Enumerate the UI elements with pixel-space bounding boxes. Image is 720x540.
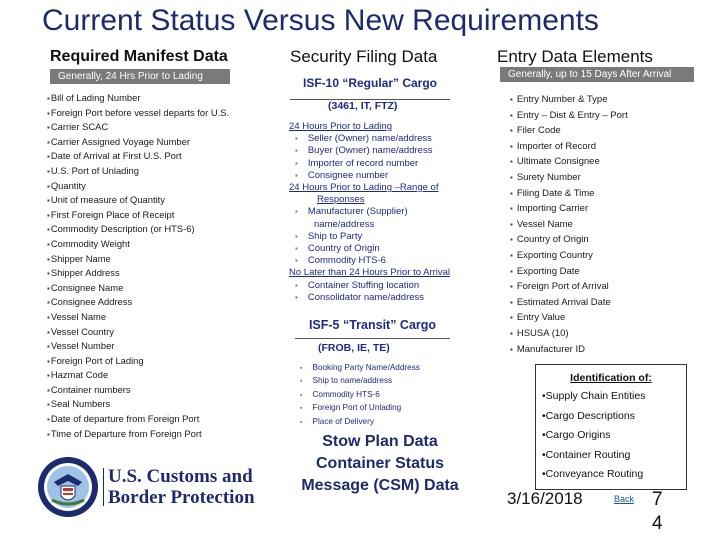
slide-number-line-2: 4 — [652, 513, 663, 534]
entry-item: ▪ Country of Origin — [510, 232, 628, 248]
entry-item: ▪ Filer Code — [510, 123, 628, 139]
stow-plan-block — [289, 431, 471, 497]
isf10-item: ▪ Country of Origin — [289, 243, 450, 255]
entry-item: ▪ HSUSA (10) — [510, 326, 628, 342]
manifest-item: ▪ Vessel Name — [47, 310, 229, 325]
identification-box — [535, 364, 687, 490]
manifest-item: ▪ Consignee Name — [47, 281, 229, 296]
identification-title: Identification of: — [570, 372, 652, 384]
isf5-item: ▪ Foreign Port of Unlading — [290, 402, 420, 415]
entry-heading: Entry Data Elements — [497, 47, 653, 66]
manifest-item: ▪ Carrier Assigned Voyage Number — [47, 135, 229, 150]
isf10-item: 24 Hours Prior to Lading –Range of — [289, 182, 439, 194]
entry-item: ▪ Foreign Port of Arrival — [510, 279, 628, 295]
page-title: Current Status Versus New Requirements — [42, 4, 599, 37]
entry-item: ▪ Vessel Name — [510, 217, 628, 233]
isf10-title-box — [290, 73, 450, 100]
isf10-item: ▪ Importer of record number — [289, 158, 450, 170]
manifest-item: ▪ Carrier SCAC — [47, 120, 229, 135]
manifest-item: ▪ Hazmat Code — [47, 368, 229, 383]
isf5-item: ▪ Commodity HTS-6 — [290, 389, 420, 402]
isf10-item: ▪ Manufacturer (Supplier) — [289, 206, 450, 218]
entry-item: ▪ Entry Value — [510, 310, 628, 326]
slide-number-line-1: 7 — [652, 489, 663, 510]
manifest-item: ▪ Commodity Weight — [47, 237, 229, 252]
dhs-seal — [37, 456, 99, 518]
back-link[interactable]: Back — [614, 494, 635, 504]
isf5-item: ▪ Booking Party Name/Address — [290, 362, 420, 375]
security-heading: Security Filing Data — [290, 47, 438, 66]
isf10-title: ISF-10 “Regular” Cargo — [302, 76, 438, 90]
manifest-item: ▪ Shipper Name — [47, 252, 229, 267]
isf10-item: No Later than 24 Hours Prior to Arrival — [289, 267, 451, 279]
manifest-item: ▪ Foreign Port of Lading — [47, 354, 229, 369]
isf10-item: ▪ Seller (Owner) name/address — [289, 133, 450, 145]
entry-item: ▪ Manufacturer ID — [510, 342, 628, 358]
entry-item: ▪ Surety Number — [510, 170, 628, 186]
logo-line-1: U.S. Customs and — [108, 466, 253, 487]
manifest-item: ▪ Vessel Country — [47, 325, 229, 340]
entry-item: ▪ Entry – Dist & Entry – Port — [510, 108, 628, 124]
entry-item: ▪ Entry Number & Type — [510, 92, 628, 108]
isf10-item: ▪ Consolidator name/address — [289, 292, 450, 304]
identification-item: •Conveyance Routing — [542, 468, 644, 480]
isf10-item: ▪ Ship to Party — [289, 231, 450, 243]
entry-item: ▪ Filing Date & Time — [510, 186, 628, 202]
cbp-logo-text — [108, 466, 255, 508]
isf10-sub: (3461, IT, FTZ) — [328, 100, 398, 112]
entry-item: ▪ Importer of Record — [510, 139, 628, 155]
isf5-title-box — [295, 315, 450, 339]
isf5-item: ▪ Ship to name/address — [290, 375, 420, 388]
entry-item: ▪ Ultimate Consignee — [510, 154, 628, 170]
entry-item: ▪ Exporting Date — [510, 264, 628, 280]
manifest-item: ▪ Consignee Address — [47, 295, 229, 310]
manifest-item: ▪ Vessel Number — [47, 339, 229, 354]
stow-line: Container Status — [315, 455, 444, 472]
isf10-item: ▪ Buyer (Owner) name/address — [289, 145, 450, 157]
manifest-item: ▪ Seal Numbers — [47, 397, 229, 412]
entry-list — [510, 92, 628, 357]
entry-item: ▪ Estimated Arrival Date — [510, 295, 628, 311]
isf5-list — [290, 362, 420, 429]
logo-divider — [103, 468, 104, 506]
manifest-item: ▪ Foreign Port before vessel departs for U.S. — [47, 106, 229, 121]
manifest-item: ▪ Shipper Address — [47, 266, 229, 281]
slide-date: 3/16/2018 — [507, 489, 583, 508]
isf5-title: ISF-5 “Transit” Cargo — [308, 318, 437, 332]
logo-line-2: Border Protection — [108, 487, 255, 508]
manifest-item: ▪ Date of departure from Foreign Port — [47, 412, 229, 427]
manifest-item: ▪ Unit of measure of Quantity — [47, 193, 229, 208]
identification-list — [542, 387, 680, 485]
manifest-item: ▪ Time of Departure from Foreign Port — [47, 427, 229, 442]
manifest-item: ▪ First Foreign Place of Receipt — [47, 208, 229, 223]
manifest-heading: Required Manifest Data — [50, 48, 228, 65]
manifest-item: ▪ U.S. Port of Unlading — [47, 164, 229, 179]
isf5-sub: (FROB, IE, TE) — [318, 342, 390, 354]
isf10-item: ▪ Consignee number — [289, 170, 450, 182]
isf10-item: ▪ Commodity HTS-6 — [289, 255, 450, 267]
identification-item: •Cargo Origins — [542, 429, 611, 441]
manifest-item: ▪ Commodity Description (or HTS-6) — [47, 222, 229, 237]
isf10-item: 24 Hours Prior to Lading — [289, 121, 392, 132]
identification-item: •Container Routing — [542, 448, 631, 461]
entry-item: ▪ Exporting Country — [510, 248, 628, 264]
isf10-item: Responses — [317, 194, 365, 206]
manifest-list — [47, 91, 229, 441]
isf10-item: name/address — [314, 218, 375, 230]
identification-item: •Supply Chain Entities — [542, 390, 646, 402]
identification-item: •Cargo Descriptions — [542, 409, 635, 422]
entry-item: ▪ Importing Carrier — [510, 201, 628, 217]
manifest-item: ▪ Quantity — [47, 179, 229, 194]
isf10-list — [289, 121, 450, 304]
manifest-subheading: Generally, 24 Hrs Prior to Lading — [50, 69, 230, 84]
stow-line: Stow Plan Data — [322, 433, 438, 450]
slide-number — [652, 488, 663, 536]
isf10-item: ▪ Container Stuffing location — [289, 280, 450, 292]
stow-line: Message (CSM) Data — [301, 477, 459, 494]
entry-subheading: Generally, up to 15 Days After Arrival — [500, 67, 694, 82]
isf5-item: ▪ Place of Delivery — [290, 416, 420, 429]
manifest-item: ▪ Container numbers — [47, 383, 229, 398]
manifest-item: ▪ Date of Arrival at First U.S. Port — [47, 149, 229, 164]
manifest-item: ▪ Bill of Lading Number — [47, 91, 229, 106]
